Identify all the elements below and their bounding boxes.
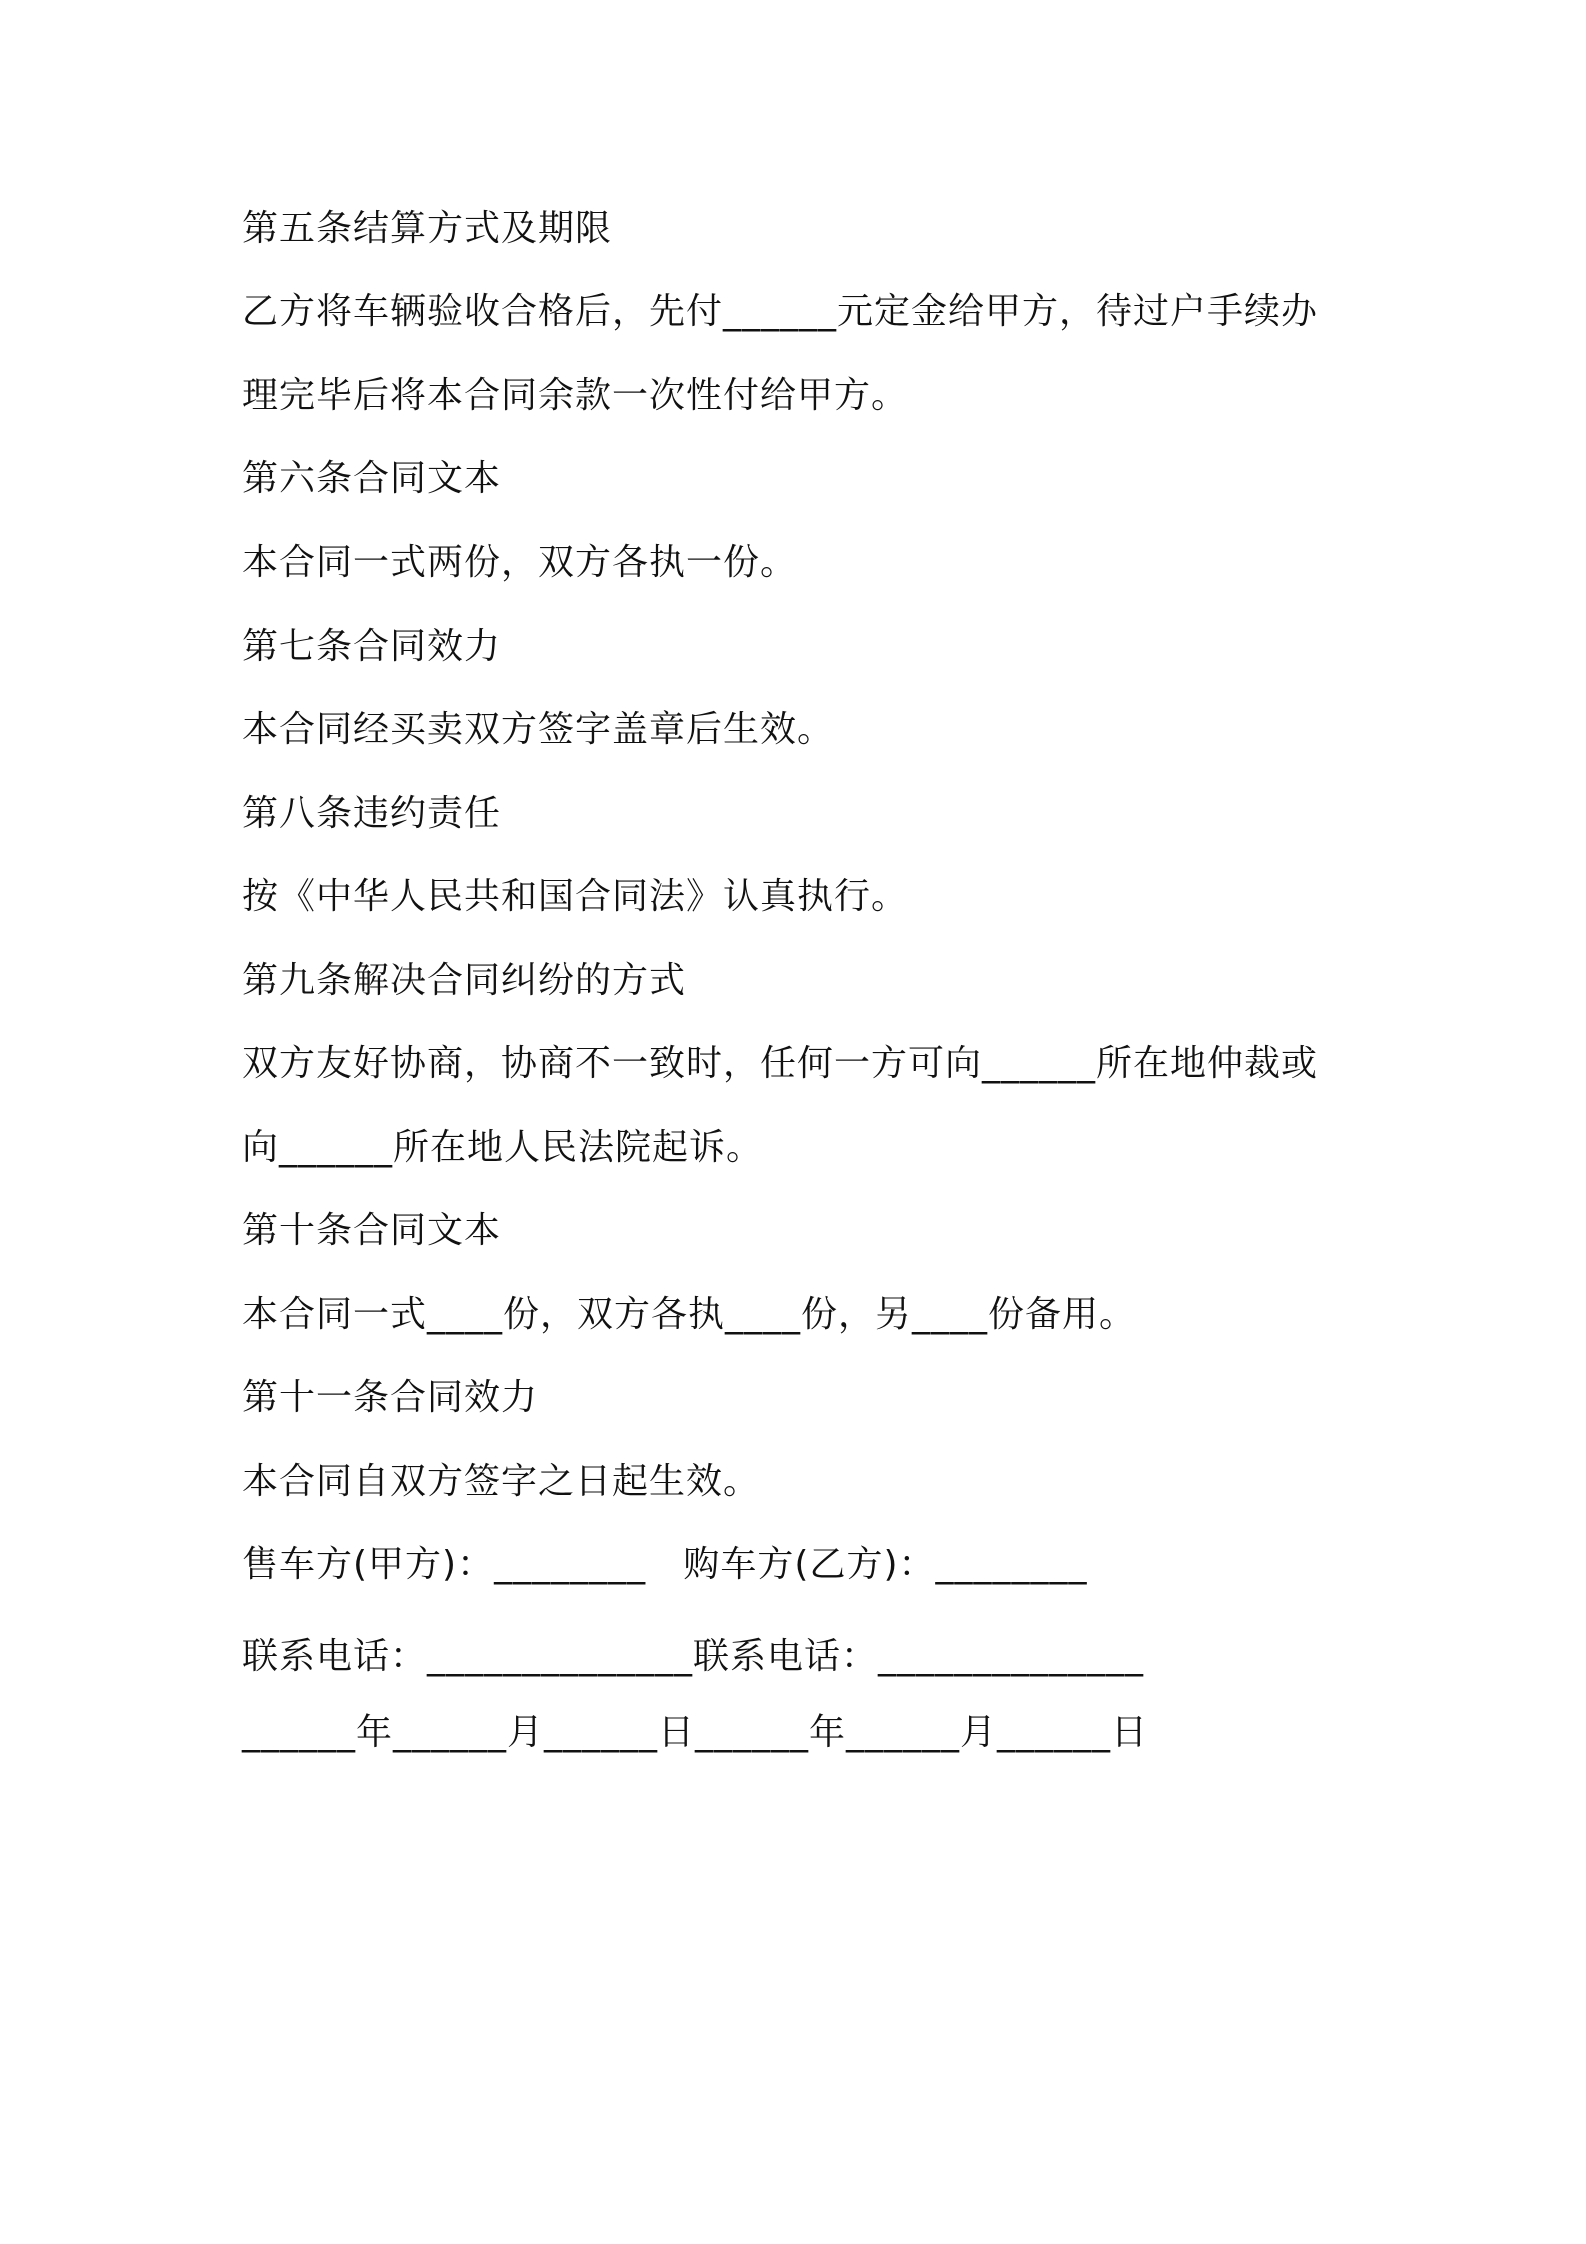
article-11-text: 本合同自双方签字之日起生效。	[242, 1461, 761, 1502]
article-10-text: 本合同一式____份，双方各执____份，另____份备用。	[242, 1294, 1137, 1335]
article-5-text-line-2: 理完毕后将本合同余款一次性付给甲方。	[242, 375, 909, 416]
article-7-heading: 第七条合同效力	[242, 626, 502, 667]
article-5-heading: 第五条结算方式及期限	[242, 208, 613, 249]
article-9-text-line-2: 向______所在地人民法院起诉。	[242, 1127, 764, 1168]
signature-parties-line: 售车方(甲方)：________ 购车方(乙方)：________	[242, 1544, 1088, 1585]
article-8-text: 按《中华人民共和国合同法》认真执行。	[242, 876, 909, 917]
article-6-heading: 第六条合同文本	[242, 458, 502, 499]
article-11-heading: 第十一条合同效力	[242, 1377, 539, 1418]
article-9-text-line-1: 双方友好协商，协商不一致时，任何一方可向______所在地仲裁或	[242, 1043, 1319, 1084]
article-9-heading: 第九条解决合同纠纷的方式	[242, 960, 687, 1001]
article-7-text: 本合同经买卖双方签字盖章后生效。	[242, 709, 835, 750]
article-5-text-line-1: 乙方将车辆验收合格后，先付______元定金给甲方，待过户手续办	[242, 291, 1319, 332]
article-8-heading: 第八条违约责任	[242, 793, 502, 834]
article-10-heading: 第十条合同文本	[242, 1210, 502, 1251]
article-6-text: 本合同一式两份，双方各执一份。	[242, 542, 798, 583]
date-line: ______年______月______日______年______月______日	[242, 1712, 1148, 1753]
contact-phone-line: 联系电话：______________联系电话：______________	[242, 1636, 1145, 1677]
